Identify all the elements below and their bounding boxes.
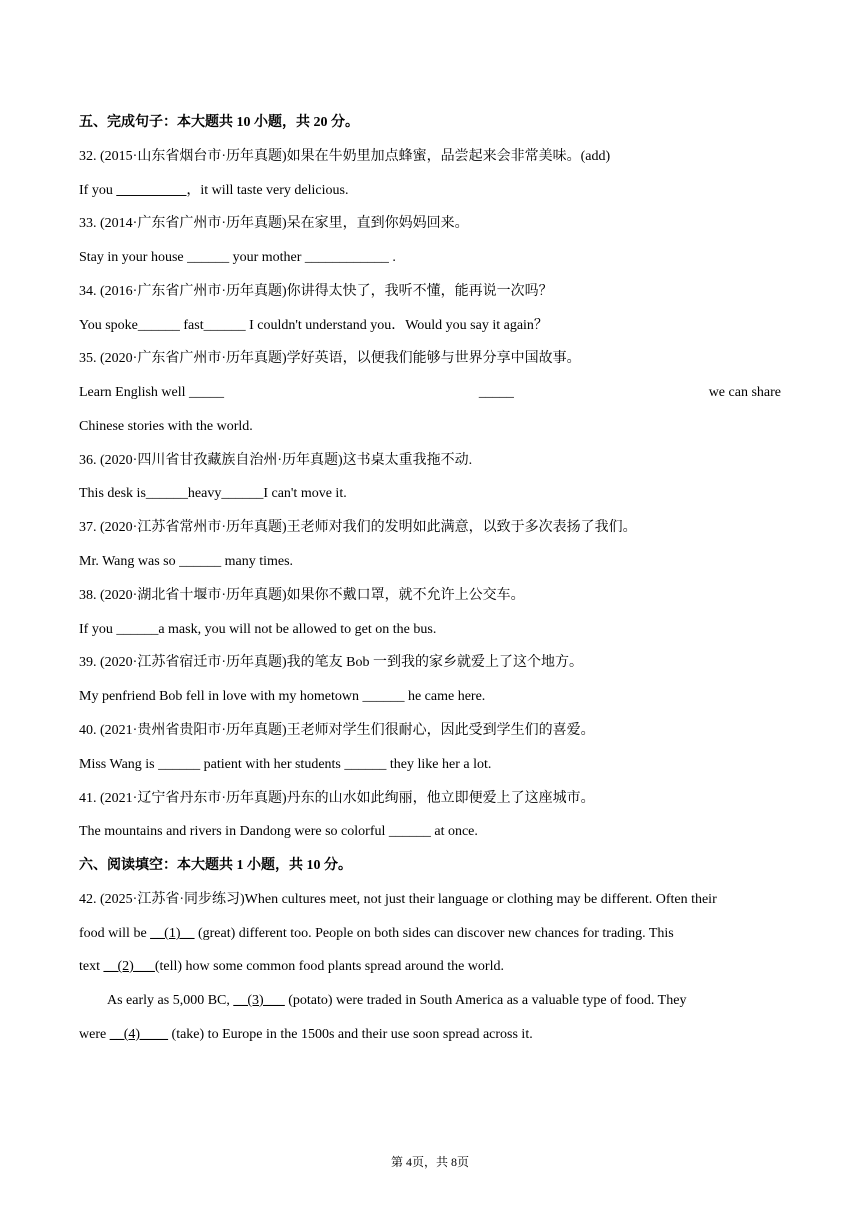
answer-35-part-3: we can share [708, 385, 781, 400]
section5-heading: 五、完成句子：本大题共 10 小题，共 20 分。 [79, 115, 359, 130]
answer-blank[interactable]: __________ [116, 183, 187, 198]
question-37: 37. (2020·江苏省常州市·历年真题)王老师对我们的发明如此满意，以致于多次表扬了我们。 [79, 520, 637, 535]
answer-37: Mr. Wang was so ______ many times. [79, 554, 294, 569]
answer-41: The mountains and rivers in Dandong were so colorful ______ at once. [79, 824, 478, 839]
passage-line-2: food will be __(1)__ (great) different too. People on both sides can discover new chances for trading. This [79, 926, 674, 941]
passage-line-4: As early as 5,000 BC, __(3)___ (potato) were traded in South America as a valuable type of food. They [107, 993, 687, 1008]
question-35: 35. (2020·广东省广州市·历年真题)学好英语，以便我们能够与世界分享中国故事。 [79, 351, 581, 366]
section6-heading: 六、阅读填空：本大题共 1 小题，共 10 分。 [79, 858, 352, 873]
question-39: 39. (2020·江苏省宿迁市·历年真题)我的笔友 Bob 一到我的家乡就爱上了这个地方。 [79, 655, 583, 670]
question-32: 32. (2015·山东省烟台市·历年真题)如果在牛奶里加点蜂蜜，品尝起来会非常美味。(add) [79, 149, 611, 164]
passage-line-3: text __(2)___(tell) how some common food plants spread around the world. [79, 959, 504, 974]
answer-35 [79, 384, 781, 402]
blank-3[interactable]: __(3)___ [233, 993, 285, 1008]
answer-40: Miss Wang is ______ patient with her students ______ they like her a lot. [79, 757, 492, 772]
question-34: 34. (2016·广东省广州市·历年真题)你讲得太快了，我听不懂，能再说一次吗？ [79, 284, 553, 299]
answer-35-part-1: Learn English well _____ [79, 385, 225, 400]
answer-35-continued: Chinese stories with the world. [79, 419, 253, 434]
question-38: 38. (2020·湖北省十堰市·历年真题)如果你不戴口罩，就不允许上公交车。 [79, 588, 525, 603]
question-36: 36. (2020·四川省甘孜藏族自治州·历年真题)这书桌太重我拖不动. [79, 453, 473, 468]
answer-32: If you __________，it will taste very delicious. [79, 183, 349, 198]
answer-38: If you ______a mask, you will not be allowed to get on the bus. [79, 622, 437, 637]
question-40: 40. (2021·贵州省贵阳市·历年真题)王老师对学生们很耐心，因此受到学生们的喜爱。 [79, 723, 595, 738]
blank-4[interactable]: __(4)____ [109, 1027, 169, 1042]
blank-2[interactable]: __(2)___ [103, 959, 155, 974]
question-33: 33. (2014·广东省广州市·历年真题)呆在家里，直到你妈妈回来。 [79, 216, 469, 231]
page-footer: 第 4页，共 8页 [390, 1155, 469, 1169]
answer-35-part-2: _____ [478, 385, 514, 400]
answer-34: You spoke______ fast______ I couldn't understand you．Would you say it again？ [79, 318, 548, 333]
passage-line-1: 42. (2025·江苏省·同步练习)When cultures meet, not just their language or clothing may be different. Often their [79, 892, 717, 907]
question-41: 41. (2021·辽宁省丹东市·历年真题)丹东的山水如此绚丽，他立即便爱上了这座城市。 [79, 791, 595, 806]
blank-1[interactable]: __(1)__ [150, 926, 195, 941]
answer-39: My penfriend Bob fell in love with my hometown ______ he came here. [79, 689, 486, 704]
answer-33: Stay in your house ______ your mother ____________ . [79, 250, 396, 265]
answer-36: This desk is______heavy______I can't move it. [79, 486, 347, 501]
passage-line-5: were __(4)____ (take) to Europe in the 1500s and their use soon spread across it. [79, 1027, 533, 1042]
